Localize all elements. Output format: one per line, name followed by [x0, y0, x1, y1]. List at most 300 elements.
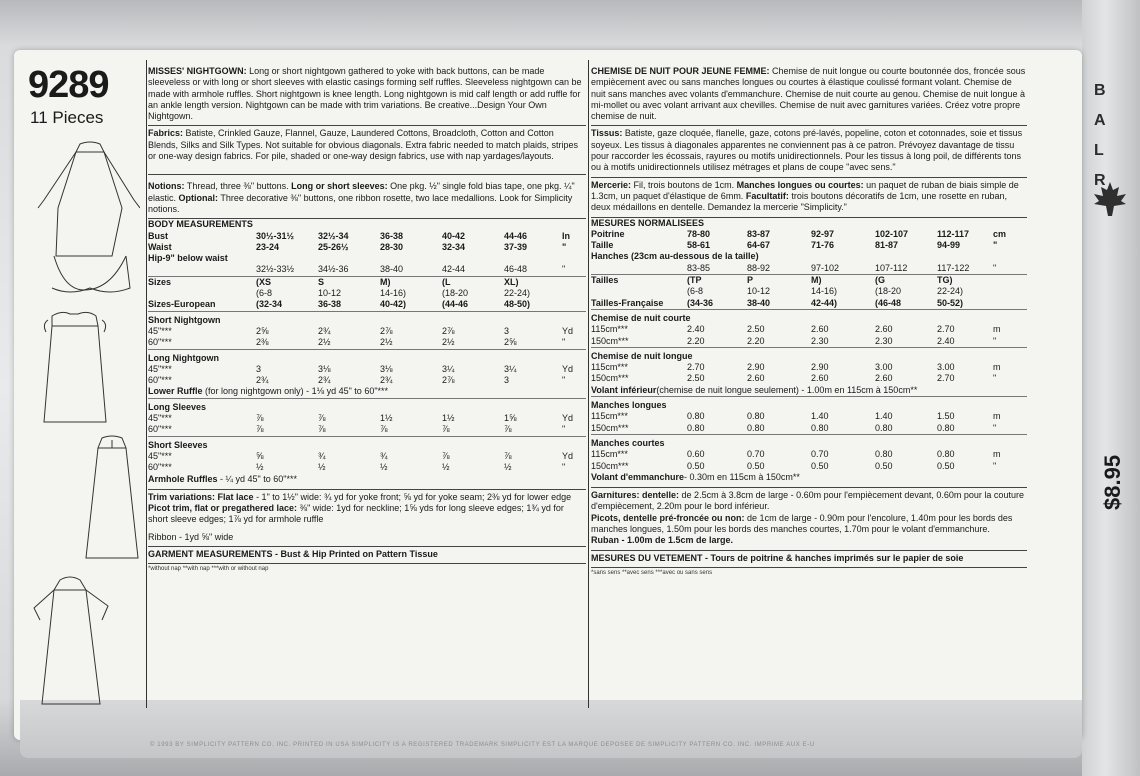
table-cell — [562, 299, 586, 311]
chemise-courte-title: Chemise de nuit courte — [591, 309, 1027, 324]
table-cell: XL) — [504, 276, 562, 288]
table-cell: 2.60 — [875, 324, 893, 335]
table-cell: 2.50 — [747, 324, 765, 335]
description-fr — [591, 64, 1027, 126]
table-cell: " — [562, 375, 566, 386]
row-label-cell: Sizes — [148, 276, 256, 288]
table-cell: cm — [993, 228, 1007, 239]
armhole-label: Armhole Ruffles — [148, 473, 218, 484]
volant-emmanchure-label: Volant d'emmanchure — [591, 471, 684, 482]
table-cell: 48-50) — [504, 299, 531, 310]
row-hip — [148, 264, 586, 276]
table-cell: 1.40 — [875, 411, 893, 422]
row-waist — [148, 242, 586, 253]
table-cell: 34½-36 — [318, 264, 349, 275]
row-sizes-eu — [148, 299, 586, 311]
table-cell: (6-8 — [256, 288, 273, 299]
row-label-cell — [148, 288, 256, 299]
table-cell: 10-12 — [747, 286, 771, 297]
row-short-60 — [148, 337, 586, 349]
table-cell: (18-20 — [442, 288, 469, 299]
row-label-cell — [591, 263, 687, 275]
trim-en — [148, 489, 586, 547]
table-cell: m — [993, 362, 1001, 373]
table-cell: 2½ — [442, 337, 455, 348]
table-cell: 3 — [504, 375, 510, 386]
table-cell: " — [562, 424, 566, 435]
table-cell: ⅞ — [256, 424, 264, 435]
table-cell: " — [562, 462, 566, 473]
table-cell: " — [993, 335, 997, 346]
row-hanches — [591, 263, 1027, 275]
table-cell: " — [993, 460, 997, 471]
table-cell: 22-24) — [937, 286, 964, 297]
table-cell: " — [993, 240, 998, 251]
row-tailles-fr — [591, 298, 1027, 310]
table-cell: 0.80 — [687, 422, 705, 433]
row-mc-115 — [591, 449, 1027, 460]
table-cell: ½ — [442, 462, 450, 473]
manches-courtes-title: Manches courtes — [591, 434, 1027, 449]
side-letter: R — [1094, 172, 1106, 189]
table-cell: 2.60 — [811, 324, 829, 335]
table-cell — [993, 298, 1027, 310]
table-cell: 2⅝ — [504, 337, 517, 348]
table-cell — [993, 275, 1027, 287]
table-cell: 3.00 — [875, 362, 893, 373]
table-cell: In — [562, 230, 570, 241]
tissus-fr — [591, 126, 1027, 177]
table-cell: 2⅜ — [256, 337, 269, 348]
table-cell: 2⅞ — [442, 375, 455, 386]
table-cell: 2¾ — [380, 375, 393, 386]
row-cl-150 — [591, 373, 1027, 384]
table-cell: 50-52) — [937, 297, 964, 308]
row-label-cell: Waist — [148, 241, 172, 252]
table-cell: 0.80 — [687, 411, 705, 422]
table-cell: ⅞ — [318, 413, 326, 424]
table-cell: " — [562, 337, 566, 348]
table-cell: 3⅛ — [380, 363, 393, 374]
table-cell: 83-85 — [687, 262, 711, 273]
table-cell: 32-34 — [442, 241, 466, 252]
row-label-cell — [148, 264, 256, 276]
yardage-table-fr — [591, 218, 1027, 484]
table-cell: 0.80 — [875, 449, 893, 460]
footnote-en: *without nap **with nap ***with or without nap — [148, 566, 269, 573]
table-cell: 2.60 — [811, 373, 829, 384]
table-cell: 2.30 — [875, 335, 893, 346]
table-cell: 25-26½ — [318, 241, 349, 252]
table-cell: 92-97 — [811, 228, 835, 239]
table-cell: (L — [442, 276, 504, 288]
table-cell: m — [993, 449, 1001, 460]
table-cell: 117-122 — [937, 262, 970, 273]
table-cell: 38-40 — [380, 264, 404, 275]
ruban-text: Ruban - 1.00m de 1.5cm de large. — [591, 535, 734, 546]
row-cc-115 — [591, 324, 1027, 335]
mesures-title: MESURES NORMALISEES — [591, 217, 705, 228]
description-text: Long or short nightgown gathered to yoke with back buttons, can be made sleeveless or with long or short sleeves with elastic casings forming self ruffles. Sleeveless nightgown can be made with armhole ruffles. Short nightgown is knee length. Long nightgown is mid calf length or add ruffle for an ankle length version. Nightgown can be made with trim variations. Be creative...Design Your Own Nightgown. — [148, 66, 582, 122]
side-letter: A — [1094, 112, 1106, 129]
table-cell: (32-34 — [256, 299, 283, 310]
mercerie-manches-label: Manches longues ou courtes: — [736, 179, 864, 190]
garnitures-label: Garnitures: dentelle: — [591, 490, 680, 501]
table-cell: 2.30 — [811, 335, 829, 346]
row-label-cell: 60"*** — [148, 424, 172, 435]
garnitures-text: de 2.5cm à 3.8cm de large - 0.60m pour l'empiècement devant, 0.60m pour la couture d'empiècement, 2.20m pour le bord inférieur. — [591, 490, 1024, 512]
mesures-vetement-fr: MESURES DU VETEMENT - Tours de poitrine & hanches imprimés sur le papier de soie — [591, 551, 1027, 568]
footnote-fr: *sans sens **avec sens ***avec ou sans sens — [591, 569, 713, 576]
table-cell: 0.70 — [811, 449, 829, 460]
table-cell: 2.70 — [937, 373, 955, 384]
table-cell: 2.90 — [811, 362, 829, 373]
table-cell: Yd — [562, 450, 574, 461]
divider-left — [146, 60, 147, 708]
notions-en — [148, 175, 586, 219]
table-cell: ½ — [256, 462, 264, 473]
notions-sleeves-label: Long or short sleeves: — [291, 181, 388, 192]
table-cell: 0.80 — [875, 422, 893, 433]
table-cell: 1½ — [442, 413, 455, 424]
row-ml-150 — [591, 423, 1027, 435]
table-cell: 88-92 — [747, 262, 771, 273]
table-cell: ⅞ — [380, 424, 388, 435]
description-en — [148, 64, 586, 126]
row-long-60 — [148, 375, 586, 386]
fabrics-en — [148, 126, 586, 175]
row-label-cell: 150cm*** — [591, 460, 629, 471]
table-cell: 0.80 — [747, 411, 765, 422]
table-cell: 3¼ — [504, 363, 517, 374]
table-cell: 2¾ — [318, 325, 331, 336]
table-cell: 2.20 — [747, 335, 765, 346]
row-taille — [591, 240, 1027, 251]
table-cell: ½ — [380, 462, 388, 473]
table-cell: 2¾ — [318, 375, 331, 386]
notions-sleeves-text: One pkg. ½" single fold bias tape, one pkg. ¼" elastic. — [148, 181, 575, 203]
table-cell: ⅞ — [256, 413, 264, 424]
description-title: MISSES' NIGHTGOWN: — [148, 66, 247, 76]
row-label-cell: 115cm*** — [591, 411, 628, 422]
chemise-longue-title: Chemise de nuit longue — [591, 347, 1027, 362]
picot-label: Picot trim, flat or pregathered lace: — [148, 503, 298, 514]
table-cell: 0.50 — [747, 460, 765, 471]
table-cell: 0.80 — [937, 422, 955, 433]
table-cell: 10-12 — [318, 288, 342, 299]
row-long-45 — [148, 364, 586, 375]
table-cell: 58-61 — [687, 240, 711, 251]
table-cell: P — [747, 275, 811, 287]
table-cell — [993, 286, 1027, 297]
table-cell: 107-112 — [875, 262, 908, 273]
table-cell: 38-40 — [747, 297, 771, 308]
row-sizes-2 — [148, 288, 586, 299]
table-cell: 3¼ — [442, 363, 455, 374]
table-cell: 1⅝ — [504, 413, 517, 424]
table-cell: 28-30 — [380, 241, 404, 252]
table-cell: 0.80 — [811, 422, 829, 433]
table-cell: 46-48 — [504, 264, 528, 275]
table-cell: TG) — [937, 275, 993, 287]
short-sleeves-title: Short Sleeves — [148, 436, 586, 451]
table-cell: 3 — [256, 363, 262, 374]
table-cell: " — [993, 373, 997, 384]
table-cell: 78-80 — [687, 228, 711, 239]
row-label-cell: 115cm*** — [591, 362, 628, 373]
row-label-cell: Tailles-Française — [591, 297, 664, 308]
row-tailles — [591, 275, 1027, 287]
row-label-cell: Poitrine — [591, 228, 625, 239]
row-label-cell: 150cm*** — [591, 422, 629, 433]
body-measurements-title: BODY MEASUREMENTS — [148, 219, 253, 230]
view-drawings — [30, 138, 140, 708]
table-cell — [562, 288, 586, 299]
row-sizes — [148, 276, 586, 288]
table-cell: ¾ — [380, 450, 388, 461]
row-label-cell — [591, 286, 687, 297]
row-label-cell: Taille — [591, 240, 614, 251]
fabrics-title: Fabrics: — [148, 128, 184, 139]
picots-label: Picots, dentelle pré-froncée ou non: — [591, 512, 745, 523]
table-cell: 3⅛ — [318, 363, 331, 374]
envelope-right-flap — [1082, 0, 1140, 776]
trim-text: - 1" to 1½" wide: ¾ yd for yoke front; ⅝ yd for yoke seam; 2⅜ yd for lower edge — [256, 491, 572, 502]
table-cell: ⅞ — [442, 450, 450, 461]
row-poitrine — [591, 229, 1027, 240]
table-cell: 2.50 — [687, 373, 705, 384]
mercerie-manches-text: un paquet de ruban de biais simple de 1.3cm, un paquet d'élastique de 6mm. — [591, 179, 1019, 201]
table-cell: 14-16) — [811, 286, 838, 297]
maple-leaf-icon — [1090, 180, 1130, 220]
lower-ruffle-text: (for long nightgown only) - 1⅛ yd 45" to 60"*** — [205, 386, 389, 397]
row-label-cell: 60"*** — [148, 337, 172, 348]
row-label-cell: 115cm*** — [591, 324, 628, 335]
row-label-cell: 60"*** — [148, 462, 172, 473]
table-cell: 0.60 — [687, 449, 705, 460]
row-mc-150 — [591, 461, 1027, 472]
table-cell — [562, 276, 586, 288]
mercerie-title: Mercerie: — [591, 179, 632, 190]
row-label-cell: 115cm*** — [591, 449, 628, 460]
notions-text: Thread, three ⅜" buttons. — [186, 181, 289, 192]
tissus-title: Tissus: — [591, 128, 623, 139]
table-cell: 1.50 — [937, 411, 955, 422]
table-cell: 64-67 — [747, 240, 771, 251]
row-ls-45 — [148, 413, 586, 424]
table-cell: (18-20 — [875, 286, 902, 297]
table-cell: 2.90 — [747, 362, 765, 373]
table-cell: 32½-33½ — [256, 264, 295, 275]
table-cell: (44-46 — [442, 299, 469, 310]
table-cell: 0.50 — [937, 460, 955, 471]
table-cell: 3.00 — [937, 362, 955, 373]
table-cell: " — [993, 262, 997, 273]
row-cl-115 — [591, 362, 1027, 373]
table-cell: 3 — [504, 325, 510, 336]
table-cell: (46-48 — [875, 297, 902, 308]
table-cell: 2¾ — [256, 375, 269, 386]
table-cell: (G — [875, 275, 937, 287]
volant-emmanchure-line — [591, 472, 1027, 483]
table-cell: 2.60 — [875, 373, 893, 384]
table-cell: m — [993, 324, 1001, 335]
table-cell: 97-102 — [811, 262, 840, 273]
table-cell: 40-42) — [380, 299, 407, 310]
hip-label: Hip-9" below waist — [148, 253, 228, 264]
long-sleeves-title: Long Sleeves — [148, 398, 586, 413]
table-cell: m — [993, 411, 1001, 422]
lower-ruffle-line — [148, 386, 586, 398]
side-letter: B — [1094, 82, 1106, 99]
copyright-footer: © 1993 BY SIMPLICITY PATTERN CO. INC. PRINTED IN USA SIMPLICITY IS A REGISTERED TRADEMARK SIMPLICITY EST LA MARQUE DEPOSEE DE SIMPLICITY PATTERN CO. INC. IMPRIME AUX E-U — [150, 742, 815, 748]
table-cell: 2⅞ — [442, 325, 455, 336]
yardage-table-en — [148, 219, 586, 485]
table-cell: 71-76 — [811, 240, 835, 251]
armhole-text: - ¼ yd 45" to 60"*** — [220, 473, 297, 484]
table-cell: (6-8 — [687, 286, 704, 297]
table-cell: 30½-31½ — [256, 230, 295, 241]
hanches-label: Hanches (23cm au-dessous de la taille) — [591, 251, 759, 262]
row-label-cell: Tailles — [591, 275, 687, 287]
table-cell: " — [993, 422, 997, 433]
trim-label: Trim variations: Flat lace — [148, 491, 254, 502]
envelope-bottom-flap — [20, 700, 1082, 758]
english-column — [148, 64, 586, 704]
table-cell: 22-24) — [504, 288, 531, 299]
volant-line — [591, 385, 1027, 397]
description-title-fr: CHEMISE DE NUIT POUR JEUNE FEMME: — [591, 66, 770, 76]
back-view-sketch — [86, 436, 138, 558]
lower-ruffle-label: Lower Ruffle — [148, 386, 203, 397]
table-cell: M) — [811, 275, 875, 287]
table-cell: 2⅝ — [256, 325, 269, 336]
row-cc-150 — [591, 336, 1027, 348]
table-cell: 1½ — [380, 413, 393, 424]
table-cell: (TP — [687, 275, 747, 287]
table-cell: 2.70 — [687, 362, 705, 373]
table-cell: 2.60 — [747, 373, 765, 384]
table-cell: ½ — [318, 462, 326, 473]
table-cell: 42-44) — [811, 297, 838, 308]
notions-optional-label: Optional: — [178, 192, 219, 203]
table-cell: 1.40 — [811, 411, 829, 422]
row-label-cell: 60"*** — [148, 375, 172, 386]
table-cell: 2.40 — [937, 335, 955, 346]
french-column — [591, 64, 1027, 704]
table-cell: 0.80 — [747, 422, 765, 433]
mercerie-facultatif-text: trois boutons décoratifs de 1cm, une rosette en ruban, deux médaillons en dentelle. Demandez la mercerie "Simplicity." — [591, 190, 1007, 213]
manches-longues-title: Manches longues — [591, 397, 1027, 412]
table-cell: 42-44 — [442, 264, 466, 275]
row-label-cell: Bust — [148, 230, 168, 241]
pieces-count: 11 Pieces — [30, 108, 104, 127]
table-cell: (XS — [256, 276, 318, 288]
fabrics-text: Batiste, Crinkled Gauze, Flannel, Gauze, Laundered Cottons, Broadcloth, Cotton and Cotton Blends, Silks and Silk Types. Not suitable for obvious diagonals. Extra fabric needed to match plaids, stripes or one-way design fabrics. For pile, shaded or one-way design fabrics, use with nap yardages/layouts. — [148, 128, 579, 162]
garnitures-fr — [591, 487, 1027, 550]
table-cell: 2½ — [318, 337, 331, 348]
sleeveless-nightgown-sketch — [44, 312, 106, 422]
side-letter: L — [1094, 142, 1104, 159]
volant-emmanchure-text: - 0.30m en 115cm à 150cm** — [684, 471, 800, 482]
table-cell: 102-107 — [875, 228, 909, 239]
armhole-line — [148, 474, 586, 485]
row-label-cell: 150cm*** — [591, 373, 629, 384]
table-cell: " — [562, 264, 566, 275]
table-cell: Yd — [562, 413, 574, 424]
ribbon-text: Ribbon - 1yd ⅝" wide — [148, 531, 234, 542]
table-cell: 2½ — [380, 337, 393, 348]
table-cell: " — [562, 241, 567, 252]
table-cell: 0.80 — [937, 449, 955, 460]
table-cell: 0.50 — [811, 460, 829, 471]
garment-measurements-en: GARMENT MEASUREMENTS - Bust & Hip Printed on Pattern Tissue — [148, 547, 586, 564]
picots-text: de 1cm de large - 0.90m pour l'encolure, 1.40m pour les bords des manches longues, 1.50m pour les bords des manches courtes, 1.70m pour le volant d'emmanchure. — [591, 512, 1013, 534]
table-cell: ½ — [504, 462, 512, 473]
row-ml-115 — [591, 411, 1027, 422]
table-cell: 14-16) — [380, 288, 407, 299]
table-cell: 37-39 — [504, 241, 528, 252]
table-cell: 2.40 — [687, 324, 705, 335]
table-cell: S — [318, 276, 380, 288]
table-cell: 0.50 — [875, 460, 893, 471]
table-cell: ⅞ — [318, 424, 326, 435]
long-nightgown-title: Long Nightgown — [148, 349, 586, 364]
table-cell: ⅞ — [504, 450, 512, 461]
table-cell: 83-87 — [747, 228, 771, 239]
row-ss-60 — [148, 462, 586, 473]
description-text-fr: Chemise de nuit longue ou courte boutonnée dos, froncée sous empiècement avec ou sans manches longues ou courtes à élastique coulissé formant volant. Chemise de nuit sans manches avec volants d'emmanchure. Chemise de nuit courte au genou. Chemise de nuit longue à mi-mollet ou avec volant arrivant aux chevilles. Chemise de nuit avec garnitures variées. Créez votre propre chemise de nuit. — [591, 66, 1026, 122]
row-label-cell: 45"*** — [148, 325, 172, 336]
table-cell: ¾ — [318, 450, 326, 461]
table-cell: 23-24 — [256, 241, 280, 252]
table-cell: 36-38 — [380, 230, 404, 241]
price-label: $8.95 — [1100, 454, 1125, 510]
short-nightgown-title: Short Nightgown — [148, 311, 586, 326]
table-cell: 0.70 — [747, 449, 765, 460]
table-cell: 81-87 — [875, 240, 899, 251]
row-label-cell: 45"*** — [148, 413, 172, 424]
table-cell: 0.50 — [687, 460, 705, 471]
row-label-cell: 150cm*** — [591, 335, 629, 346]
volant-label: Volant inférieur — [591, 384, 657, 395]
table-cell: 32½-34 — [318, 230, 349, 241]
table-cell: Yd — [562, 325, 574, 336]
table-cell: 36-38 — [318, 299, 342, 310]
pattern-number: 9289 — [28, 64, 109, 106]
table-cell: 112-117 — [937, 228, 970, 239]
table-cell: 44-46 — [504, 230, 528, 241]
tissus-text: Batiste, gaze cloquée, flanelle, gaze, cotons pré-lavés, popeline, coton et cotonnades, soie et tissus soyeux. Les tissus à diagonales apparentes ne conviennent pas à ce patron. Prévoyez davantage de tissu pour raccorder les écossais, rayures ou motifs unidirectionnels. Pour les tissus à long poil, de différents tons ou à motifs unidirectionnels utilisez métrages et plans de coupe "avec sens." — [591, 128, 1023, 173]
table-cell: 2.70 — [937, 324, 955, 335]
table-cell: M) — [380, 276, 442, 288]
table-cell: Yd — [562, 363, 574, 374]
side-size-letters — [1094, 76, 1106, 196]
table-cell: (34-36 — [687, 297, 714, 308]
row-short-45 — [148, 326, 586, 337]
notions-title: Notions: — [148, 181, 185, 192]
table-cell: 94-99 — [937, 240, 961, 251]
row-ls-60 — [148, 424, 586, 436]
divider-center — [588, 60, 589, 708]
table-cell: ⅝ — [256, 450, 264, 461]
long-nightgown-ruffle-sketch — [38, 142, 140, 292]
notions-optional-text: Three decorative ⅜" buttons, one ribbon rosette, two lace medallions. Look for Simplicity notions. — [148, 192, 573, 214]
picot-text: ⅜" wide: 1yd for neckline; 1⅝ yds for long sleeve edges; 1¾ yd for short sleeve edges; 1⅞ yd for armhole ruffle — [148, 503, 564, 525]
table-cell: 2.20 — [687, 335, 705, 346]
row-tailles-2 — [591, 286, 1027, 297]
row-ss-45 — [148, 451, 586, 462]
